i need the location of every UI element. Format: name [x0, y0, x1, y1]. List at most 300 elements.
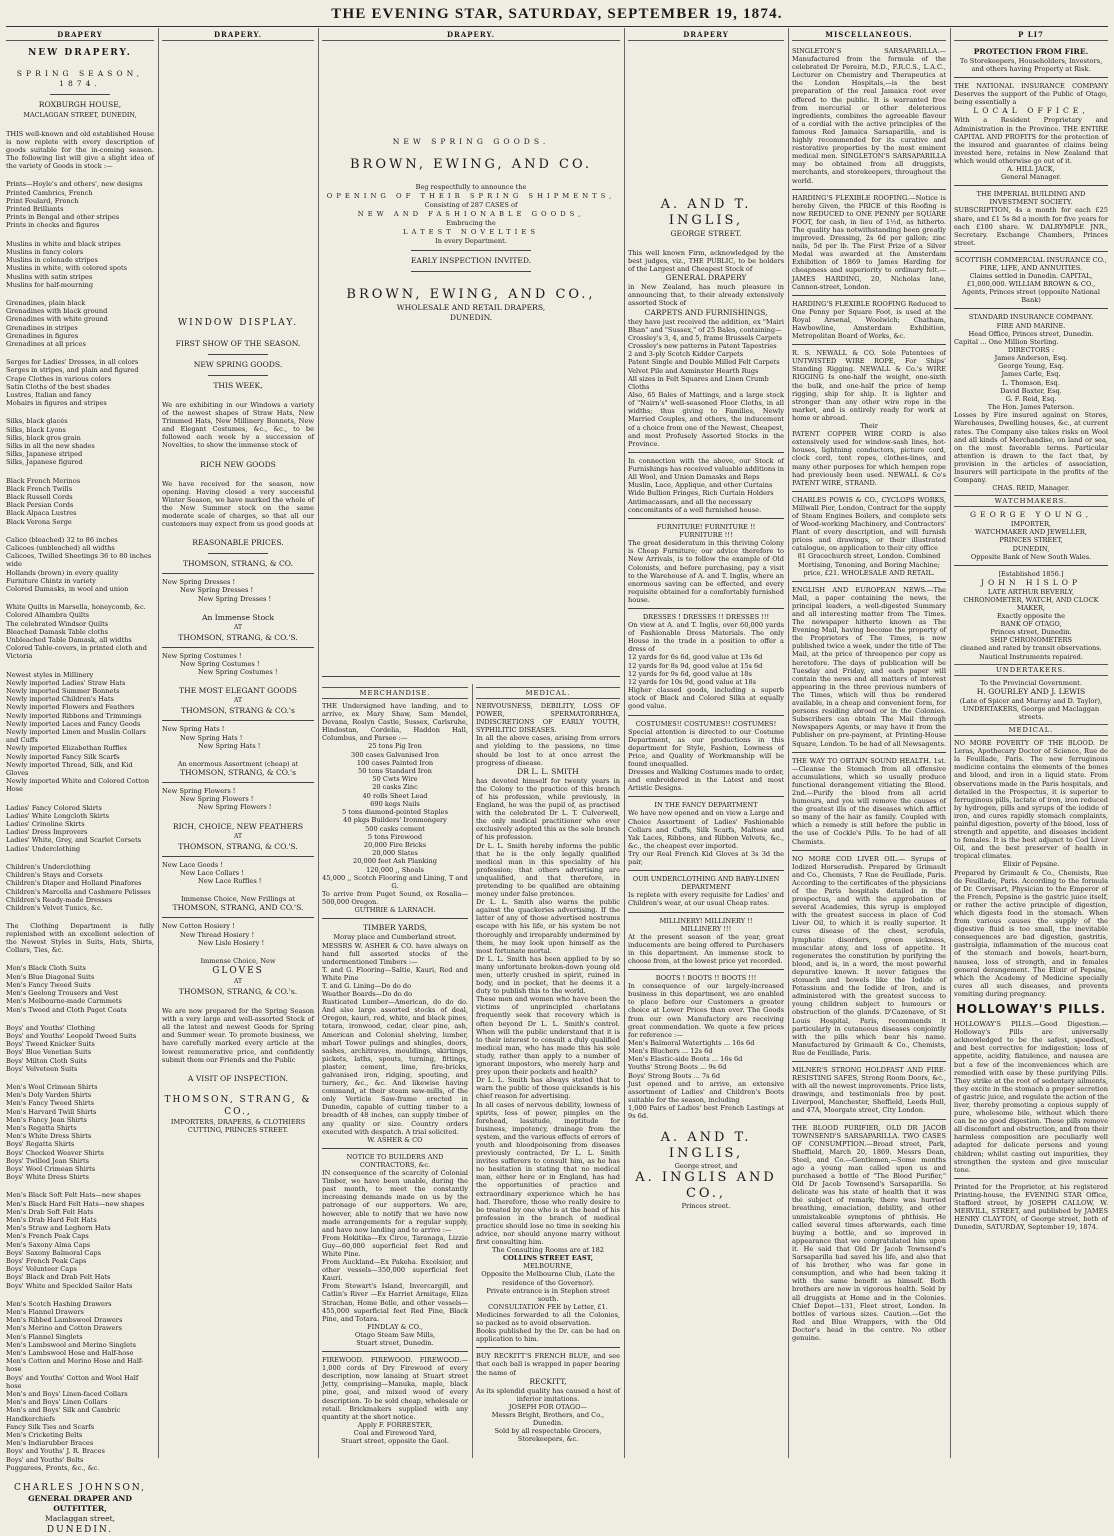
gourley-details: (Late of Spicer and Murray and D. Taylor), UNDERTAKERS, George and Maclaggan streets.: [959, 696, 1103, 721]
section-rule: [322, 676, 620, 677]
list-serges: [6, 358, 154, 407]
list-item: Grenadines in figures: [6, 331, 79, 340]
list-item: Black French Twills: [6, 484, 73, 493]
spring-goods-heading: NEW SPRING GOODS.: [193, 360, 283, 369]
forrester-yard: Coal and Firewood Yard,: [353, 1428, 437, 1437]
millinery-para: At the present season of the year, great inducements are being offered to Purchasers in this department. An immense stock to choose from, at the lowest price yet recorded.: [628, 932, 784, 965]
merchandise-column: [322, 684, 468, 1458]
furnishing-items: [628, 473, 784, 514]
gourley-firm: H. GOURLEY AND J. LEWIS: [976, 686, 1086, 696]
imprint: Printed for the Proprietor, at his registered Printing-house, the EVENING STAR Office, Stafford street, by JOSEPH CALLOW, W. MERVILL, STREET, and published by JAMES HENRY CLAYTON, of George street, both of Dunedin, SATURDAY, September 19, 1874.: [954, 1182, 1108, 1232]
list-item: Men's Bluchers ... 12s 6d: [628, 1047, 713, 1056]
list-item: Satin Cloths of the best shades: [6, 382, 110, 391]
list-mens-suits: [6, 964, 154, 1013]
list-item: Men's Regatta Shirts: [6, 1123, 77, 1132]
asher-signature: W. ASHER & CO: [367, 1135, 423, 1144]
standard-sub: FIRE AND MARINE.: [996, 321, 1066, 330]
hislop-opposite: Exactly opposite the: [996, 612, 1066, 621]
list-item: Boys' Tweed Knicker Suits: [6, 1040, 95, 1049]
spring-goods-title: NEW SPRING GOODS.: [392, 137, 550, 146]
brown-ewing-firm-2: BROWN, EWING, AND CO.,: [346, 287, 596, 303]
list-item: 20,000 feet Ash Planking: [353, 857, 437, 866]
column-header: DRAPERY: [6, 30, 154, 41]
list-item: 12 yards for 6s 6d, good value at 13s 6d: [628, 653, 763, 662]
list-item: Newly imported White and Colored Cotton Hose: [6, 777, 150, 794]
forrester-signature: Apply F. FORRESTER,: [357, 1420, 433, 1429]
list-item: Ladies' White, Grey, and Scarlet Corsets: [6, 836, 142, 845]
list-item: Black Verona Serge: [6, 517, 72, 526]
laces-list: [162, 861, 314, 886]
list-item: Men's Saxony Alma Caps: [6, 1240, 91, 1249]
merch-oregon: To arrive from Puget Sound, ex Rosalia—500,000 Oregon.: [322, 890, 468, 907]
list-item: Grenadines, plain black: [6, 298, 86, 307]
list-item: New Lace Ruffles !: [198, 877, 262, 886]
provincial-gov: To the Provincial Government.: [980, 678, 1082, 687]
list-item: Prints—Hoyle's and others', new designs: [6, 180, 143, 189]
carpet-items: [628, 334, 784, 391]
consulting-rooms: The Consulting Rooms are at 182: [492, 1246, 604, 1255]
boots-heading: BOOTS ! BOOTS !! BOOTS !!!: [655, 974, 757, 983]
list-item: Muslins in fancy colors: [6, 247, 84, 256]
scottish-para: Claims settled in Dunedin. CAPITAL, £1,000,000. WILLIAM BROWN & CO., Agents, Princes street (opposite National Bank): [962, 272, 1100, 305]
list-item: Men's Lambswool and Merino Singlets: [6, 1340, 137, 1349]
list-item: Children's Stays and Corsets: [6, 871, 103, 880]
list-item: Children's Diaper and Holland Pinafores: [6, 879, 142, 888]
list-item: 20,000 Fire Bricks: [363, 840, 427, 849]
powis-address: 81 Gracechurch street, London. Combined Mortising, Tenoning, and Boring Machine; price, £21. WHOLESALE AND RETAIL.: [797, 552, 941, 577]
list-item: Youths' Strong Boots ... 9s 6d: [628, 1063, 727, 1072]
list-item: Men's Black Hard Felt Hats—new shapes: [6, 1199, 145, 1208]
list-item: 12 yards for 8s 9d, good value at 15s 6d: [628, 661, 763, 670]
hislop-cleaned: cleaned and rated by transit observations. Nautical Instruments repaired.: [960, 644, 1102, 661]
list-item: Calicoes, Twilled Sheetings 36 to 80 inches wide: [6, 552, 152, 569]
signature-town: DUNEDIN.: [46, 1525, 114, 1536]
list-item: Men's Fancy Tweed Suits: [6, 980, 91, 989]
list-item: 5 tons Firewood: [367, 832, 423, 841]
singleton-ad: SINGLETON'S SARSAPARILLA.—Manufactured from the formula of the celebrated Dr Pereira, M.D., F.R.C.S., L.A.C., Lecturer on Chemistry and Therapeutics at the London Hospitals,—is the best preparation of the real Jamaica root ever offered to the public. It is warranted free from mercurial or other deleterious ingredients, combines the agreeable flavour of a cordial with the active principles of the famous Red Jamaica Sarsaparilla, and is highly recommended for its curative and restorative properties by the most eminent medical men. SINGLETON'S SARSAPARILLA may be obtained from all druggists, merchants, and storekeepers, throughout the world.: [792, 47, 946, 185]
medical-header-2: MEDICAL.: [954, 724, 1108, 736]
list-item: Boys' White and Speckled Sailor Hats: [6, 1281, 133, 1290]
cases-line: Consisting of 287 CASES of: [424, 201, 518, 210]
furniture-heading: FURNITURE! FURNITURE !!: [656, 523, 756, 532]
list-item: 45,000 ,, Scotch Flooring and Lining, T and G.: [322, 873, 468, 890]
pepsine-para: Prepared by Grimault & Co., Chemists, Rue de Feuillade, Paris. According to the formula of Dr. Corvisart, Physician to the Emperor of the French, Pepsine is the gastric juice itself, or rather the active principle of digestion, which digests food in the stomach. When from various causes the supply of the digestive fluid is too small, the inevitable consequences are bad digestion, gastritis, gastralgia, inflammation of the mucous coat of the stomach and bowels, heart-burn, nausea, loss of strength, and in females general derangement. The Elixir of Pepsine, which the Academy of Medicine specially cures all such diseases, and prevents vomiting during pregnancy.: [954, 868, 1108, 998]
medical-column: [476, 684, 620, 1458]
list-item: Crossley's 3, 4, and 5, frame Brussels Carpets: [628, 333, 783, 342]
column-6: [954, 30, 1108, 1458]
announce-line: Beg respectfully to announce the: [415, 183, 527, 191]
furniture-para: The great desideratum in this thriving Colony is Cheap Furniture; our advice therefore to New Arrivals, is to follow the example of Old Colonists, and before purchasing, pay a visit to the Warehouse of A. and T. Inglis, where an enormous saving can be effected, and every requisite obtained for a comfortably furnished house.: [628, 539, 784, 604]
list-item: Men's Black Soft Felt Hats—new shapes: [6, 1191, 141, 1200]
list-shirts: [6, 1083, 154, 1181]
column-header: DRAPERY.: [162, 30, 314, 41]
list-item: Unbleached Table Damask, all widths: [6, 636, 132, 645]
list-grenadines: [6, 299, 154, 348]
list-item: 12 yards for 9s 6d, good value at 18s: [628, 669, 752, 678]
list-item: New Spring Hats !: [162, 725, 225, 734]
findlay-signature: FINDLAY & CO.,: [367, 1322, 423, 1331]
list-item: Serges in stripes, and plain and figured: [6, 366, 139, 375]
list-item: New Spring Dresses !: [198, 594, 272, 603]
inglis-firm-2: A. AND T. INGLIS,: [660, 1130, 752, 1162]
signature-title: GENERAL DRAPER AND OUTFITTER,: [28, 1494, 132, 1514]
hislop-established: [Established 1856.]: [998, 569, 1064, 578]
list-item: Boys' and Youths' Leopold Tweed Suits: [6, 1031, 137, 1040]
millinery-heading-2: MILLINERY !!!: [680, 924, 732, 933]
list-item: G. F. Reid, Esq.: [1005, 394, 1057, 403]
list-ladies: [6, 804, 154, 853]
list-item: Newly imported Linen and Muslin Collars and Cuffs: [6, 728, 146, 745]
list-item: Serges for Ladies' Dresses, in all colors: [6, 358, 139, 367]
list-item: Wide Bullion Fringes, Rich Curtain Holders: [628, 489, 774, 498]
list-muslins: [6, 240, 154, 289]
dresses-heading: DRESSES ! DRESSES !! DRESSES !!!: [642, 612, 770, 621]
smith-para-4: Dr L. L. Smith has been applied to by so many unfortunate broken-down young old men, utterly crushed in spirit, ruined in body, and in pocket, that he deems it a duty to publish this to the world.: [476, 954, 620, 996]
young-importer: IMPORTER,: [1010, 520, 1052, 529]
list-item: Men's Indiarubber Braces: [6, 1439, 94, 1448]
hislop-bank: BANK OF OTAGO,: [1000, 620, 1062, 629]
private-entrance: Private entrance is in Stephen street south.: [486, 1286, 610, 1303]
inglis-firm: A. AND T. INGLIS,: [660, 197, 752, 228]
list-item: Boys' and Youths' J. R. Braces: [6, 1447, 105, 1456]
list-item: The celebrated Windsor Quilts: [6, 619, 109, 628]
watchmakers-header: WATCHMAKERS.: [954, 495, 1108, 507]
melbourne: MELBOURNE,: [523, 1262, 573, 1271]
list-item: Newly imported Children's Hats: [6, 695, 114, 704]
house-street: MACLAGGAN STREET, DUNEDIN,: [23, 111, 137, 119]
firm-signature: THOMSON, STRANG & CO.'s: [181, 706, 295, 716]
list-item: Silks in all the new shades: [6, 441, 95, 450]
list-item: Newly imported Ladies' Straw Hats: [6, 678, 126, 687]
list-item: 50 Cwts Wire: [372, 775, 418, 784]
asher-rusticated: Rusticated Lumber—American, do do do. And also large assorted stocks of deal, Oregon, kauri, red, white, and black pines, totara, ironwood, cedar, clear pine, ash, American and Colonial shelving, lumber, mbarl Tower pulings and shingles, doors, sashes, architraves, mouldings, skirtings, pickets, laths, spouts, turning, fittings, plaster, cement, lime, fire-bricks, galvanised iron, ridging, spouting, and turnery, &c., &c. And likewise having command, at their steam saw-mills, of the only Verticle Saw-frame erected in Dunedin, capable of cutting timber to a breadth of 48 inches, can supply timber of any quality or size. Country orders executed with despatch. A trial solicited.: [322, 998, 468, 1136]
column-rule: [624, 28, 625, 1458]
reckitt-bright: Messrs Bright, Brothers, and Co., Dunedin.: [491, 1410, 605, 1427]
holloway-para: HOLLOWAY'S PILLS.—Good Digestion.—Holloway's Pills are universally acknowledged to be the safest, speediest, and best corrective for indigestion; loss of appetite, acidity, flatulence, and nausea are but a few of the inconveniences which are remedied with ease by these purifying Pills. They strike at the root of sedentary ailments, they excite in the stomach a proper secretion of gastric juice, and regulate the action of the liver, thereby promoting a copious supply of pure, wholesome bile, without which there can be no good digestion. These pills remove all discomfort and obstruction, and from their harmless composition are peculiarly well adapted for delicate persons and young children; whilst casting out impurities, they strengthen the system and give muscular tone.: [954, 1020, 1108, 1174]
list-item: Children's Marcella and Cashmere Pelisses: [6, 887, 151, 896]
list-item: Boys' Twilled Jean Shirts: [6, 1156, 90, 1165]
list-item: 40 pkgs Builders' Ironmongery: [343, 816, 447, 825]
firm-signature: THOMSON, STRANG, & CO.'S.: [178, 841, 298, 851]
list-item: Puggarees, Fronts, &c., &c.: [6, 1463, 100, 1472]
list-prints: [6, 180, 154, 229]
list-item: Hollands (brown) in every quality: [6, 568, 119, 577]
dunedin-line: DUNEDIN.: [449, 313, 493, 323]
firewood-ad: FIREWOOD. FIREWOOD. FIREWOOD.—1,000 cords of Dry Firewood of every description, now lanaing at Stuart street Jetty, comprising—Manuka, maple, black pine, goai, and mixed wood of every description. To be sold cheap, wholesale or retail. Brickmakers supplied with any quantity at the short notice.: [322, 1356, 468, 1421]
milner-ad: MILNER'S STRONG HOLDFAST AND FIRE-RESISTING SAFES, Strong Room Doors, &c., with all the newest improvements. Price lists, drawings, and testimonials free by post. Liverpool, Manchester, Sheffield, Leeds Hull, and 47A, Moorgate street, City London.: [792, 1065, 946, 1115]
millinery-heading: MILLINERY! MILLINERY !!: [659, 916, 753, 925]
national-insurance: THE NATIONAL INSURANCE COMPANY Deserves the support of the Public of Otago, being essentially a: [954, 82, 1108, 107]
masthead: THE EVENING STAR, SATURDAY, SEPTEMBER 19, 1874.: [331, 6, 783, 22]
scottish-sub: FIRE, LIFE, AND ANNUITIES.: [979, 263, 1083, 272]
inglis-street-2: George street, and: [674, 1162, 738, 1171]
list-item: Grenadines with white ground: [6, 315, 108, 324]
inglis-para-3: they have just received the addition, ex "Mairi Bhan" and "Sussex," of 25 Bales, containing—: [628, 317, 784, 334]
merch-signature: GUTHRIE & LARNACH.: [354, 906, 436, 915]
imperial-para: SUBSCRIPTION, 4s a month for each £25 share, and £1 5s 8d a month for five years for each £100 share. W. DALRYMPLE JNR., Secretary. Exchange Chambers, Princes street.: [954, 206, 1108, 247]
list-item: New Spring Flowers !: [180, 795, 254, 804]
list-item: Newest styles in Millinery: [6, 670, 94, 679]
list-item: Printed Brilliants: [6, 205, 64, 214]
builders-notice-heading: NOTICE TO BUILDERS AND CONTRACTORS, &c.: [346, 1152, 444, 1169]
list-item: All Wool, and Union Damasks and Reps: [628, 473, 760, 482]
list-item: 120,000 ,, Shoals: [366, 865, 424, 874]
list-item: Men's Black Cloth Suits: [6, 964, 86, 973]
books-published: Books published by the Dr. can be had on application to him.: [476, 1327, 620, 1344]
list-item: Men's Wool Crimean Shirts: [6, 1082, 98, 1091]
list-item: 20 casks Zinc: [372, 783, 418, 792]
young-opposite: Opposite Bank of New South Wales.: [970, 552, 1092, 561]
lastings-para: 1,000 Pairs of Ladies' best French Lastings at 9s 6d.: [628, 1104, 784, 1121]
list-item: Boys' and Youths' Clothing: [6, 1023, 96, 1032]
list-item: New Spring Dresses !: [180, 586, 254, 595]
list-item: Prints in Bengal and other stripes: [6, 213, 120, 222]
list-item: L. Thomson, Esq.: [1002, 378, 1060, 387]
list-item: New Spring Hats !: [198, 741, 261, 750]
young-trade: WATCHMAKER AND JEWELLER,: [975, 528, 1087, 537]
list-item: Boys' and Youths' Cotton and Wool Half hose: [6, 1373, 139, 1390]
list-item: New Cotton Hosiery !: [162, 922, 235, 931]
column-rule: [318, 28, 319, 1458]
list-item: New Lisle Hosiery !: [198, 938, 265, 947]
list-item: Print Foulard, French: [6, 196, 79, 205]
list-item: 690 kegs Nails: [370, 799, 420, 808]
timber-yards-heading: TIMBER YARDS,: [362, 923, 428, 933]
costumes-list: [162, 652, 314, 677]
kid-gloves-para: Try our Real French Kid Gloves at 3s 3d the pair,: [628, 849, 784, 867]
list-item: 300 cases Galvanised Iron: [351, 750, 439, 759]
asher-flooring: T. and G. Flooring—Saltie, Kauri, Red and White Pine: [322, 965, 468, 982]
hosiery-list: [162, 922, 314, 947]
elegant-goods-heading: THE MOST ELEGANT GOODS: [179, 686, 297, 696]
list-item: Boys' and Youths' Belts: [6, 1455, 84, 1464]
list-item: Boys' Milton Cloth Suits: [6, 1056, 87, 1065]
masthead-rule: [6, 26, 1108, 27]
signature-name: CHARLES JOHNSON,: [14, 1483, 146, 1494]
list-item: Newly imported Laces and Fancy Goods: [6, 719, 141, 728]
costumes-para: Special attention is directed to our Costume Department, as our productions in this department for Style, Fashion, Lowness of Price, and Quality of Workmanship will be found unequalled.: [628, 727, 784, 768]
holloway-heading: HOLLOWAY'S PILLS.: [955, 1002, 1107, 1017]
townsend-ad: THE BLOOD PURIFIER, OLD DR JACOB TOWNSEND'S SARSAPARILLA. TWO CASES OF CONSUMPTION.—Broad street, Park, Sheffield, March 20, 1869. Messrs Dean, Steel, and Co.—Gentlemen,—Some months ago a young man called upon us and purchased a bottle of "The Blood Purifier," Old Dr Jacob Townsend's Sarsaparilla. So delicate was his state of health that it was the subject of remark; there was hurried breathing, emaciation, debility, and other unmistakeable symptoms of phthisis. He called several times afterwards, each time buying a bottle, and so improved in appearance that we congratulated him upon it. He said that Old Dr Jacob Townsend's Sarsaparilla had saved his life, and also that of his brother, who was far gone in consumption, and who had been taking it with the same benefit as himself. Both brothers are now in vigorous health. Sold by all druggists at Home and in the Colonies. Chief Depot—131, Fleet street, London. In bottles of various sizes. Caution.—Get the Red and Blue Wrappers, with the Old Doctor's head in the centre. No other genuine.: [792, 1123, 946, 1342]
list-children: [6, 863, 154, 912]
visit-heading: A VISIT OF INSPECTION.: [187, 1073, 289, 1083]
list-item: Silks, Japanese figured: [6, 458, 83, 467]
list-item: Black French Merinos: [6, 476, 81, 485]
fashionable-line: NEW AND FASHIONABLE GOODS,: [357, 210, 585, 219]
directors-list: [954, 354, 1108, 411]
inspection-line: EARLY INSPECTION INVITED.: [410, 256, 532, 266]
list-silks: [6, 417, 154, 466]
firm-signature: THOMSON, STRANG, & CO.'s.: [178, 987, 298, 997]
list-item: New Lace Goods !: [162, 860, 223, 869]
feathers-heading: RICH, CHOICE, NEW FEATHERS: [172, 821, 304, 831]
at-label: AT: [233, 832, 242, 840]
dresses-list: [162, 578, 314, 603]
list-item: Colored Alhambra Quilts: [6, 611, 90, 620]
list-item: Muslins in white, with colored spots: [6, 264, 127, 273]
firm-address: CUTTING, PRINCES STREET.: [187, 1125, 289, 1134]
inglis-street: GEORGE STREET.: [670, 229, 742, 238]
inglis-para-2: in New Zealand, has much pleasure in announcing that, to their already extensively assorted Stock of: [628, 283, 784, 308]
list-item: Men's Blue Diagonal Suits: [6, 972, 95, 981]
findlay-street: Stuart street, Dunedin.: [356, 1339, 434, 1347]
dress-prices: [628, 653, 784, 686]
list-item: Boys' Wool Crimean Shirts: [6, 1164, 96, 1173]
list-item: Men's White Dress Shirts: [6, 1132, 92, 1141]
standard-para: Losses by Fire insured against on Stores, Warehouses, Dwelling houses, &c., at current rates. The Company also takes risks on Wool and all kinds of Merchandise, on land or sea, on the most favorable terms. Particular attention is drawn to the fact that, by provision in the articles of association, Insurers will participate in the profits of the Company.: [954, 411, 1108, 485]
list-item: Ladies' Underclothing: [6, 844, 81, 853]
harding-ad: HARDING'S FLEXIBLE ROOFING.—Notice is hereby Given, the PRICE of this Roofing is now REDUCED to ONE PENNY per SQUARE FOOT, for cash, in lieu of 1½d, as hitherto. The quality has notwithstanding been greatly improved. Dressing, 2s 6d per gallon; zinc nails, 5d per lb. The First Prize of a Silver Medal was awarded at the Amsterdam Exhibition of 1869 to James Harding for cheapness and superiority to ordinary felt.—JAMES HARDING, 20, Nicholas lane, Cannon-street, London.: [792, 193, 946, 291]
list-item: 25 tons Pig Iron: [368, 742, 422, 751]
harding-ad-2: HARDING'S FLEXIBLE ROOFING Reduced to One Penny per Square Foot, is used at the Royal Arsenal, Woolwich; Chatham, Hawbowline, Amsterdam Exhibition, Metropolitan Board of Works, &c.: [792, 299, 946, 341]
at-label: AT: [233, 978, 242, 986]
column-5: [792, 30, 946, 1458]
list-item: Silks, black gros grain: [6, 433, 81, 442]
embracing-line: Embracing the: [446, 219, 496, 228]
list-item: The Hon. James Paterson.: [987, 403, 1075, 412]
column-rule: [158, 28, 159, 1458]
stewart-line: From Stewart's Island, Invercargill, and Catlin's River —Ex Harriet Armitage, Eliza Strachan, Home Belle, and other vessels—455,000 superficial feet Red Pine, Black Pine, and Totara.: [322, 1282, 468, 1323]
list-item: Newly imported Thread, Silk, and Kid Gloves: [6, 760, 133, 778]
list-item: New Spring Costumes !: [180, 659, 260, 668]
list-item: New Spring Flowers !: [162, 787, 236, 796]
reckitt-ad: BUY RECKITT'S FRENCH BLUE, and see that each ball is wrapped in paper bearing the name of: [476, 1352, 620, 1377]
medical-header: MEDICAL.: [476, 687, 620, 699]
pepsine-heading: Elixir of Pepsine.: [1002, 860, 1060, 869]
hislop-street: Princes street, Dunedin.: [990, 628, 1072, 637]
standard-office: Head Office, Princes street, Dunedin.: [968, 329, 1094, 338]
consultation-fee: CONSULTATION FEE by Letter, £1.: [488, 1302, 608, 1311]
list-item: Newly imported Summer Bonnets: [6, 687, 120, 696]
opposite-club: Opposite the Melbourne Club, (Late the residence of the Governor).: [481, 1270, 615, 1287]
carpets-heading: CARPETS AND FURNISHINGS,: [644, 307, 768, 317]
imperial-heading: THE IMPERIAL BUILDING AND INVESTMENT SOCIETY.: [976, 190, 1086, 207]
list-item: Fancy Silk Ties and Scarfs: [6, 1422, 95, 1431]
hislop-trade: CHRONOMETER, WATCH, AND CLOCK MAKER,: [963, 595, 1099, 613]
list-item: Men's Cricketing Belts: [6, 1431, 83, 1440]
medical-intro: In all the above cases, arising from errors and yielding to the passions, no time should be lost to at once arrest the progress of disease.: [476, 734, 620, 767]
young-town: DUNEDIN,: [1012, 544, 1050, 553]
column-1: [6, 30, 154, 1536]
list-item: Black Persian Cords: [6, 501, 74, 510]
asher-intro: MESSRS W. ASHER & CO. have always on hand full assorted stocks of the undermentioned Timbers :—: [322, 941, 468, 966]
list-item: Furniture Chintz in variety: [6, 576, 96, 585]
wholesale-line: WHOLESALE AND RETAIL DRAPERS,: [396, 303, 546, 313]
list-item: Men's Fancy Jean Shirts: [6, 1115, 87, 1124]
list-item: James Anderson, Esq.: [994, 353, 1068, 362]
list-item: Colored Table-covers, in printed cloth and Victoria: [6, 644, 147, 661]
list-item: Boys' Regatta Shirts: [6, 1140, 75, 1149]
list-item: Ladies' Dress Improvers: [6, 828, 88, 837]
reckitt-heading: RECKITT,: [529, 1376, 567, 1386]
list-item: Boys' Strong Boots ... 7s 6d: [628, 1071, 721, 1080]
list-item: Men's and Boys' Linen-faced Collars: [6, 1390, 128, 1399]
firm-signature: THOMSON, STRANG, & CO.'s: [179, 768, 296, 778]
column-rule: [788, 28, 789, 1458]
fancy-department-heading: IN THE FANCY DEPARTMENT: [654, 801, 758, 810]
firm-description: IMPORTERS, DRAPERS, & CLOTHIERS: [170, 1117, 306, 1126]
newall-their: Their: [860, 422, 878, 431]
reckitt-imitations: As its splendid quality has caused a host of inferior imitations.: [476, 1386, 620, 1403]
local-office: LOCAL OFFICE,: [973, 106, 1089, 116]
season-heading: SPRING SEASON, 1874.: [16, 69, 144, 88]
firm-signature-large: THOMSON, STRANG, & CO.,: [164, 1094, 312, 1117]
prepared-paragraph: We are now prepared for the Spring Season with a very large and well-assorted Stock of all the latest and newest Goods for Spring and Summer wear. To promote business, we have carefully marked every article at the lowest remunerative price, and confidently submit them our Friends and the Public: [162, 1007, 314, 1064]
at-label: AT: [233, 697, 242, 705]
directors-heading: DIRECTORS :: [1007, 345, 1055, 354]
hislop-firm: JOHN HISLOP: [980, 577, 1082, 587]
rich-goods-heading: RICH NEW GOODS: [200, 459, 276, 469]
list-hats: [6, 1191, 154, 1289]
costumes-heading: COSTUMES!! COSTUMES!! COSTUMES!: [635, 719, 777, 728]
at-label: AT: [233, 623, 242, 631]
list-item: George Young, Esq.: [998, 362, 1064, 371]
list-item: Calicoes (unbleached) all widths: [6, 543, 115, 552]
ad-title: NEW DRAPERY.: [28, 48, 132, 58]
list-item: Boys' White Dress Shirts: [6, 1173, 89, 1182]
list-item: Muslins in white and black stripes: [6, 239, 121, 248]
health-ad: THE WAY TO OBTAIN SOUND HEALTH. 1st.—Cleanse the Stomach from all offensive accumulations, which so usually produce functional derangement vitiating the Blood. 2nd.—Purify the blood from all acrid humours, and you will remove the causes of the greatest ills of the diseases which afflict so many of the hair as family. Coupled with which a remedy is still before the public in the use of Cockle's Pills. To be had of all Chemists.: [792, 756, 946, 846]
firm-signature: THOMSON, STRANG, & CO.: [182, 559, 294, 569]
list-item: Boys' Checked Weaver Shirts: [6, 1148, 104, 1157]
list-underwear: [6, 1300, 154, 1472]
list-item: Boys' Velveteen Suits: [6, 1064, 78, 1073]
list-merinos: [6, 477, 154, 526]
list-item: Bleached Damask Table cloths: [6, 627, 109, 636]
list-item: Ladies' Crinoline Skirts: [6, 820, 85, 829]
merch-items: [322, 742, 468, 890]
list-item: Grenadines at all prices: [6, 339, 86, 348]
list-item: Patent Single and Double Milled Felt Carpets: [628, 358, 780, 367]
smith-para-1: has devoted himself for twenty years in the Colony to the practice of this branch of his profession, while previously, in England, he was the pupil of, as practised with the celebrated Dr L. T. Culverwell, the only medical practitioner who ever exclusively adopted this as the sole branch of his profession.: [476, 776, 620, 842]
inglis-firm-3: A. INGLIS AND CO.,: [635, 1170, 777, 1202]
novelties-line: LATEST NOVELTIES: [403, 228, 539, 237]
inglis-para-4: Also, 65 Bales of Mattings, and a large stock of "Nairn's" well-seasoned Floor Cloths, in all widths; thus giving to Families, Newly Married Couples, and others, the inducement of a choice from one of the Newest, Cheapest, and most Profusely Assorted Stocks in the Province.: [628, 391, 784, 448]
intro-paragraph: THIS well-known and old established House is now replete with every description of goods suitable for the in-coming season. The following list will give a slight idea of the variety of Goods in stock :—: [6, 130, 154, 171]
list-item: Men's Lambswool Hose and Half-hose: [6, 1349, 134, 1358]
list-item: Men's Ribbed Lambswool Drawers: [6, 1316, 123, 1325]
list-item: Men's Flannel Singlets: [6, 1332, 83, 1341]
clothing-paragraph: The Clothing Department is fully replenished with an excellent selection of the Newest Styles in Suits, Hats, Shirts, Collars, Ties, &c.: [6, 922, 154, 955]
list-item: Men's French Peak Caps: [6, 1232, 89, 1241]
column-header: DRAPERY.: [322, 30, 620, 41]
list-item: Men's Fancy Tweed Shirts: [6, 1099, 94, 1108]
list-item: Printed Cambrics, French: [6, 188, 93, 197]
newall-wire-cord: PATENT COPPER WIRE CORD is also extensively used for window-sash lines, hot-houses, lightning conductors, picture cord, clock cord, tent ropes, clothes-lines, and many other purposes for which hempen rope had previously been used. NEWALL & Co's PATENT WIRE, STRAND.: [792, 430, 946, 487]
inglis-para-5: In connection with the above, our Stock of Furnishings has received valuable additions in: [628, 456, 784, 473]
newall-ad: R. S. NEWALL & CO. Sole Patentees of UNTWISTED WIRE ROPE, For Ships' Standing Rigging. NEWALL & Co.'s WIRE RIGGING Is one-half the weight, one-sixth the bulk, and one-half the price of hemp rigging, ship for ship. It is lighter and stronger than any other wire rope in the market, and is entirely ready for work at home or abroad.: [792, 349, 946, 422]
list-item: Boys' Blue Venetian Suits: [6, 1048, 92, 1057]
list-item: Ladies' Fancy Colored Skirts: [6, 803, 102, 812]
opening-line: OPENING OF THEIR SPRING SHIPMENTS,: [326, 192, 616, 201]
fancy-department-para: We have now opened and on view a Large and Choice Assortment of Ladies' Fashionable Collars and Cuffs, Silk Scarfs, Maltese and Yak Laces, Ribbons, and Ribbon Velvets, &c., &c., the cheapest ever imported.: [628, 809, 784, 850]
this-week-heading: THIS WEEK,: [213, 381, 263, 390]
merch-intro: THE Undersigned have landing, and to arrive, ex Mary Shaw, Sam Mendel, Devana, Roslyn Castle, Sussex, Carlsruhe, Hindostan, Cordelia, Haddon Hall, Columbus, and Parsee :—: [322, 702, 468, 743]
immense-stock-heading: An Immense Stock: [201, 612, 275, 622]
standard-heading: STANDARD INSURANCE COMPANY.: [968, 313, 1094, 322]
department-line: In every Department.: [435, 237, 507, 246]
smith-para-2: Dr L. L. Smith hereby informs the public that he is the only legally qualified medical man in this speciality of his profession; that others advertising are unqualified, and that therefore, in pretending to be qualified are obtaining money under false pretences.: [476, 841, 620, 899]
merchandise-header: MERCHANDISE.: [322, 687, 468, 699]
list-item: Boys' Volunteer Caps: [6, 1265, 77, 1274]
signature-street: Maclaggan street,: [44, 1514, 116, 1524]
silks-para: Higher classed goods, including a superb stock of Black and Colored Silks at equally good value.: [628, 686, 784, 711]
standard-capital: Capital ... One Million Sterling.: [954, 337, 1059, 346]
list-item: Muslins with satin stripes: [6, 272, 93, 281]
list-item: Newly imported Fancy Silk Scarfs: [6, 752, 120, 761]
list-item: Men's Drab Soft Felt Hats: [6, 1207, 94, 1216]
undertakers-header: UNDERTAKERS.: [954, 664, 1108, 676]
